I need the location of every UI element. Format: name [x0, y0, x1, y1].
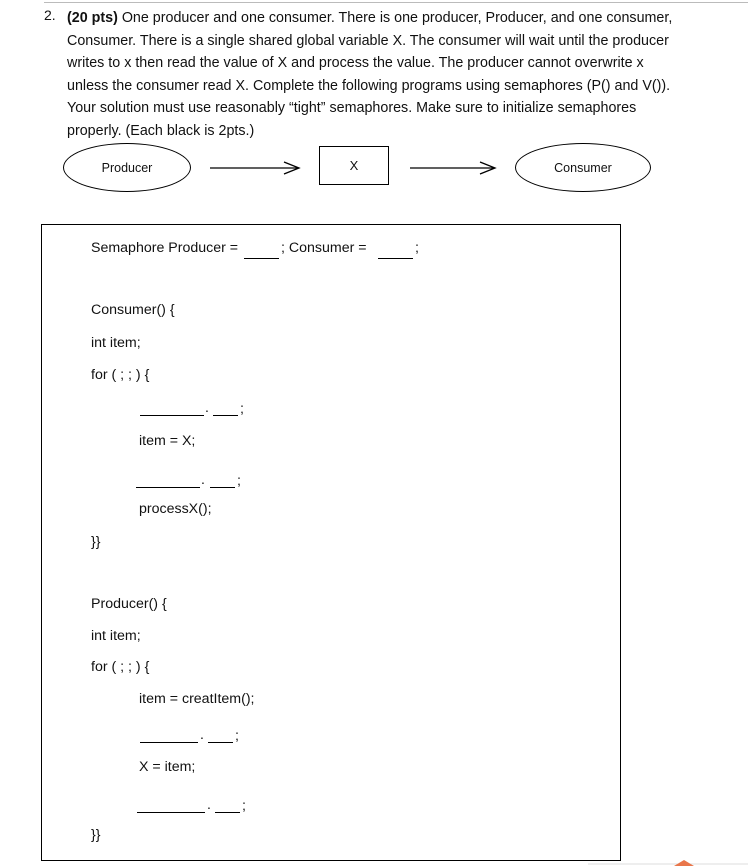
item-assign-x: item = X;: [139, 433, 196, 449]
create-item-call: item = creatItem();: [139, 691, 255, 707]
question-number: 2.: [44, 7, 56, 23]
consumer-blank-2a[interactable]: [136, 487, 200, 488]
answer-frame: [41, 224, 621, 861]
consumer-blank-1-sep: .: [205, 399, 209, 415]
consumer-blank-1-end: ;: [240, 401, 244, 417]
arrow-x-to-consumer: [410, 160, 510, 176]
semaphore-declaration: Semaphore Producer =: [91, 240, 239, 256]
producer-blank-2a[interactable]: [137, 812, 205, 813]
consumer-blank-2b[interactable]: [210, 487, 235, 488]
producer-blank-1-sep: .: [200, 726, 204, 742]
producer-blank-2b[interactable]: [215, 812, 240, 813]
producer-blank-1b[interactable]: [208, 742, 233, 743]
consumer-for-loop: for ( ; ; ) {: [91, 367, 150, 383]
consumer-init-blank[interactable]: [378, 258, 413, 259]
consumer-blank-2-end: ;: [237, 473, 241, 489]
producer-close: }}: [91, 827, 101, 843]
question-points: (20 pts): [67, 10, 118, 26]
consumer-function-header: Consumer() {: [91, 302, 175, 318]
producer-node-label: Producer: [101, 160, 153, 175]
question-text: [67, 7, 687, 142]
producer-int-item: int item;: [91, 628, 141, 644]
declaration-end: ;: [415, 240, 419, 256]
process-call: processX();: [139, 501, 212, 517]
top-rule: [44, 2, 748, 3]
consumer-int-item: int item;: [91, 335, 141, 351]
x-assign-item: X = item;: [139, 759, 196, 775]
consumer-node-label: Consumer: [554, 160, 612, 175]
producer-blank-2-end: ;: [242, 798, 246, 814]
shared-variable-label: X: [349, 158, 359, 173]
consumer-declaration: ; Consumer =: [281, 240, 367, 256]
corner-decoration: [588, 859, 748, 866]
consumer-node: [515, 143, 651, 192]
consumer-blank-1b[interactable]: [213, 415, 238, 416]
producer-blank-1a[interactable]: [140, 742, 198, 743]
producer-blank-1-end: ;: [235, 728, 239, 744]
consumer-blank-2-sep: .: [201, 471, 205, 487]
shared-variable-box: [319, 146, 389, 185]
producer-init-blank[interactable]: [244, 258, 279, 259]
consumer-close: }}: [91, 534, 101, 550]
arrow-producer-to-x: [210, 160, 310, 176]
producer-blank-2-sep: .: [207, 796, 211, 812]
producer-node: [63, 143, 191, 192]
producer-for-loop: for ( ; ; ) {: [91, 659, 150, 675]
producer-function-header: Producer() {: [91, 596, 167, 612]
consumer-blank-1a[interactable]: [140, 415, 204, 416]
question-body: One producer and one consumer. There is one producer, Producer, and one consumer, Consumer. There is a single shared global variable X. The consumer will wait until the producer writes to x then read the value of X and process the value. The producer cannot overwrite x unless the consumer read X. Complete the following programs using semaphores (P() and V()). Your solution must use reasonably “tight” semaphores. Make sure to initialize semaphores properly. (Each black is 2pts.): [67, 10, 673, 139]
